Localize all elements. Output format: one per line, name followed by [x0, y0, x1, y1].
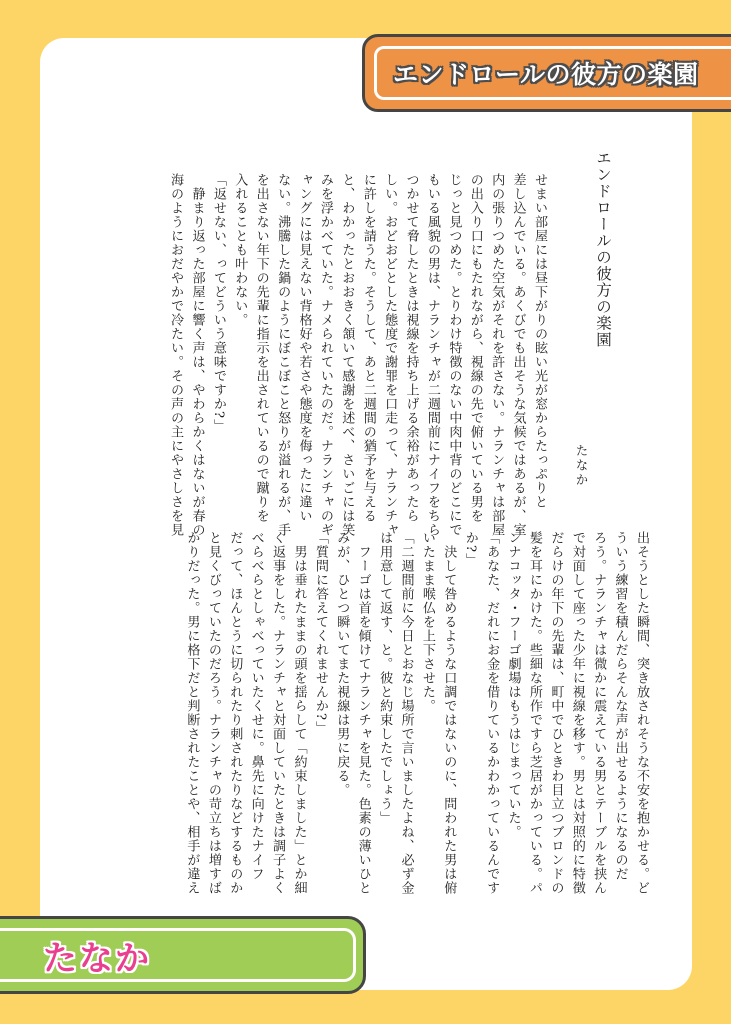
text-line: で対面して座った少年に視線を移す。男とは対照的に特徴 — [569, 531, 585, 895]
author-banner-text: たなか — [43, 938, 151, 979]
text-line: べらべらとしゃべっていたくせに。鼻先に向けたナイフ — [248, 531, 264, 881]
text-line: もいる風貌の男は、ナランチャが二週間前にナイフをちら — [424, 173, 440, 537]
text-line: しい。おどおどとした態度で謝罪を口走って、ナランチャ — [382, 173, 398, 537]
text-line: 「あなた、だれにお金を借りているかわかっているんです — [484, 531, 500, 895]
text-line: フーゴは首を傾けてナランチャを見た。色素の薄いひと — [355, 531, 371, 895]
text-line: 決して咎めるような口調ではないのに、問われた男は俯 — [441, 531, 457, 895]
text-line: ういう練習を積んだらそんな声が出せるようになるのだ — [612, 531, 628, 881]
text-line: 男は垂れたままの頭を揺らして「約束しました」とか細 — [291, 531, 307, 895]
story-author: たなか — [574, 444, 589, 488]
story-title: エンドロールの彼方の楽園 — [594, 150, 612, 348]
text-line: みが、ひとつ瞬いてまた視線は男に戻る。 — [334, 531, 350, 797]
text-line: いたまま喉仏を上下させた。 — [419, 531, 435, 713]
text-line: の出入り口にもたれながら、視線の先で俯いている男を — [467, 173, 483, 523]
text-line: 海のようにおだやかで冷たい。その声の主にやさしさを見 — [168, 173, 184, 537]
text-line: ャングには見えない背格好や若さや態度を侮ったに違い — [296, 173, 312, 523]
text-line: 髪を耳にかけた。些細な所作ですら芝居がかっている。パ — [526, 531, 542, 895]
text-line: じっと見つめた。とりわけ特徴のない中肉中背のどこにで — [446, 173, 462, 537]
text-line: 静まり返った部屋に響く声は、やわらかくはないが春の — [189, 173, 205, 537]
text-line: は用意して返す、と。彼と約束したでしょう」 — [377, 531, 393, 825]
text-line: ない。沸騰した鍋のようにぼこぼこと怒りが溢れるが、手 — [275, 173, 291, 537]
text-line: 内の張りつめた空気がそれを許さない。ナランチャは部屋 — [489, 173, 505, 537]
author-banner — [0, 916, 366, 994]
text-line: 「質問に答えてくれませんか?」 — [312, 531, 328, 735]
text-line: ンナコッタ・フーゴ劇場はもうはじまっていた。 — [505, 531, 521, 839]
story-body-bottom — [181, 531, 652, 903]
story-body-top — [165, 173, 550, 537]
text-line: つかせて脅したときは視線を持ち上げる余裕があったら — [403, 173, 419, 523]
text-line: かりだった。男に格下だと判断されたことや、相手が違え — [184, 531, 200, 895]
text-line: せまい部屋には昼下がりの眩い光が窓からたっぷりと — [532, 173, 547, 509]
text-line: く返事をした。ナランチャと対面していたときは調子よく — [270, 531, 286, 895]
text-line: だらけの年下の先輩は、町中でひときわ目立つブロンドの — [548, 531, 564, 895]
text-line: みを浮かべていた。ナメられていたのだ。ナランチャのギ — [317, 173, 333, 537]
text-line: だって、ほんとうに切られたり刺されたりなどするものか — [227, 531, 243, 895]
title-banner — [362, 34, 731, 112]
text-line: に許しを請うた。そうして、あと二週間の猶予を与える — [360, 173, 376, 523]
text-line: を出さない年下の先輩に指示を出されているので蹴りを — [253, 173, 269, 523]
title-banner-frame — [374, 46, 731, 100]
text-line: と見くびっていたのだろう。ナランチャの苛立ちは増すば — [205, 531, 221, 895]
text-line: 「返せない、ってどういう意味ですか?」 — [210, 173, 226, 433]
text-line: 出そうとした瞬間、突き放されそうな不安を抱かせる。ど — [634, 531, 649, 895]
text-line: と、わかったとおおきく頷いて感謝を述べ、さいごには笑 — [339, 173, 355, 537]
title-banner-text: エンドロールの彼方の楽園 — [393, 60, 699, 89]
text-line: か?」 — [462, 531, 478, 567]
text-line: ろう。ナランチャは微かに震えている男とテーブルを挟ん — [591, 531, 607, 895]
text-line: 入れることも叶わない。 — [232, 173, 248, 327]
text-line: 「二週間前に今日とおなじ場所で言いましたよね、必ず金 — [398, 531, 414, 895]
text-line: 差し込んでいる。あくびでも出そうな気候ではあるが、室 — [510, 173, 526, 537]
author-banner-frame — [0, 928, 356, 982]
